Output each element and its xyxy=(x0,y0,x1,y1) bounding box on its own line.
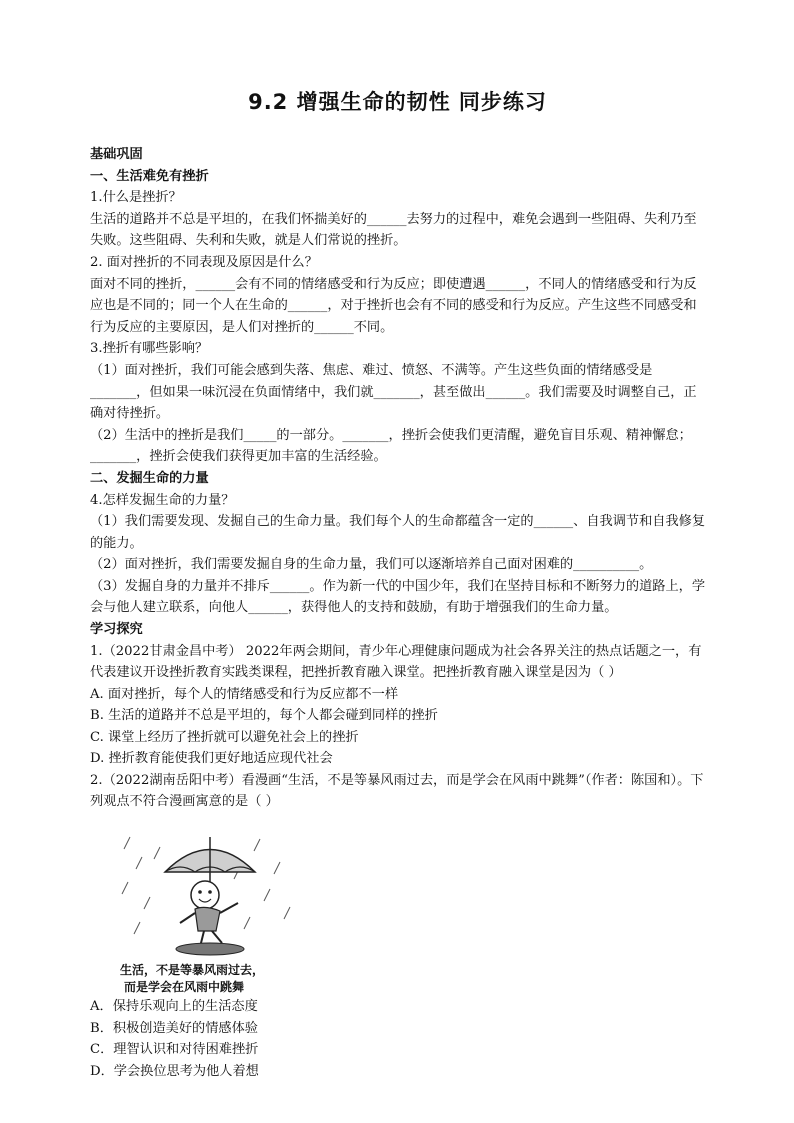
heading-basic: 基础巩固 xyxy=(90,147,143,162)
exercise-1-option-b: B. 生活的道路并不总是平坦的，每个人都会碰到同样的挫折 xyxy=(90,708,438,724)
comic-image xyxy=(120,827,300,995)
worksheet-page xyxy=(90,80,705,1082)
q3-text-2: （2）生活中的挫折是我们_____的一部分。_______，挫折会使我们更清醒，避免盲目乐观、精神懈怠；_______，挫折会使我们获得更加丰富的生活经验。 xyxy=(90,427,692,465)
q4-text-3: （3）发掘自身的力量并不排斥______。作为新一代的中国少年，我们在坚持目标和不断努力的道路上，学会与他人建立联系，向他人______，获得他人的支持和鼓励，有助于增强我们的生命力量。 xyxy=(90,578,706,616)
exercise-2-option-b: B．积极创造美好的情感体验 xyxy=(90,1020,258,1036)
q4-text-1: （1）我们需要发现、发掘自己的生命力量。我们每个人的生命都蕴含一定的______、自我调节和自我修复的能力。 xyxy=(90,514,706,551)
q3-text-1: （1）面对挫折，我们可能会感到失落、焦虑、难过、愤怒、不满等。产生这些负面的情绪感受是_______，但如果一味沉浸在负面情绪中，我们就_______，甚至做出______。我们需要及时调整自己，正确对待挫折。 xyxy=(90,362,697,422)
q2-text: 面对不同的挫折，______会有不同的情绪感受和行为反应；即使遭遇______，不同人的情绪感受和行为反应也是不同的；同一个人在生命的______，对于挫折也会有不同的感受和行为反应。产生这些不同感受和行为反应的主要原因，是人们对挫折的______不同。 xyxy=(90,276,697,335)
q4-text-2: （2）面对挫折，我们需要发掘自身的生命力量，我们可以逐渐培养自己面对困难的__________。 xyxy=(90,557,653,573)
exercise-2-option-a: A．保持乐观向上的生活态度 xyxy=(90,999,258,1015)
heading-study: 学习探究 xyxy=(90,622,143,638)
q1-title: 1.什么是挫折？ xyxy=(90,190,182,206)
exercise-1-options xyxy=(90,684,705,770)
exercise-2-stem: 2.（2022湖南岳阳中考）看漫画“生活，不是等暴风雨过去，而是学会在风雨中跳舞”（作者：陈国和）。下列观点不符合漫画寓意的是（ ） xyxy=(90,772,704,810)
comic-drawing xyxy=(120,827,300,957)
q2-title: 2. 面对挫折的不同表现及原因是什么？ xyxy=(90,254,318,270)
heading-part1: 一、生活难免有挫折 xyxy=(90,168,209,184)
q3-title: 3.挫折有哪些影响？ xyxy=(90,341,209,357)
exercise-1-option-c: C. 课堂上经历了挫折就可以避免社会上的挫折 xyxy=(90,729,359,745)
exercise-1-option-d: D. 挫折教育能使我们更好地适应现代社会 xyxy=(90,751,333,767)
exercise-1-stem: 1.（2022甘肃金昌中考） 2022年两会期间，青少年心理健康问题成为社会各界关注的热点话题之一，有代表建议开设挫折教育实践类课程，把挫折教育融入课堂。把挫折教育融入课堂是因为（ ） xyxy=(90,643,702,681)
exercise-2-options xyxy=(90,996,705,1082)
heading-part2: 二、发掘生命的力量 xyxy=(90,470,209,486)
exercise-1-option-a: A. 面对挫折，每个人的情绪感受和行为反应都不一样 xyxy=(90,686,399,702)
exercise-2-option-d: D．学会换位思考为他人着想 xyxy=(90,1063,259,1079)
comic-caption-line-2: 而是学会在风雨中跳舞 xyxy=(124,980,245,995)
q4-title: 4.怎样发掘生命的力量？ xyxy=(90,492,235,508)
comic-caption-line-1: 生活，不是等暴风雨过去， xyxy=(120,963,265,978)
exercise-2-option-c: C．理智认识和对待困难挫折 xyxy=(90,1042,259,1058)
q1-text: 生活的道路并不总是平坦的，在我们怀揣美好的______去努力的过程中，难免会遇到一些阻碍、失利乃至失败。这些阻碍、失利和失败，就是人们常说的挫折。 xyxy=(90,211,697,249)
page-title: 9.2 增强生命的韧性 同步练习 xyxy=(248,90,547,114)
